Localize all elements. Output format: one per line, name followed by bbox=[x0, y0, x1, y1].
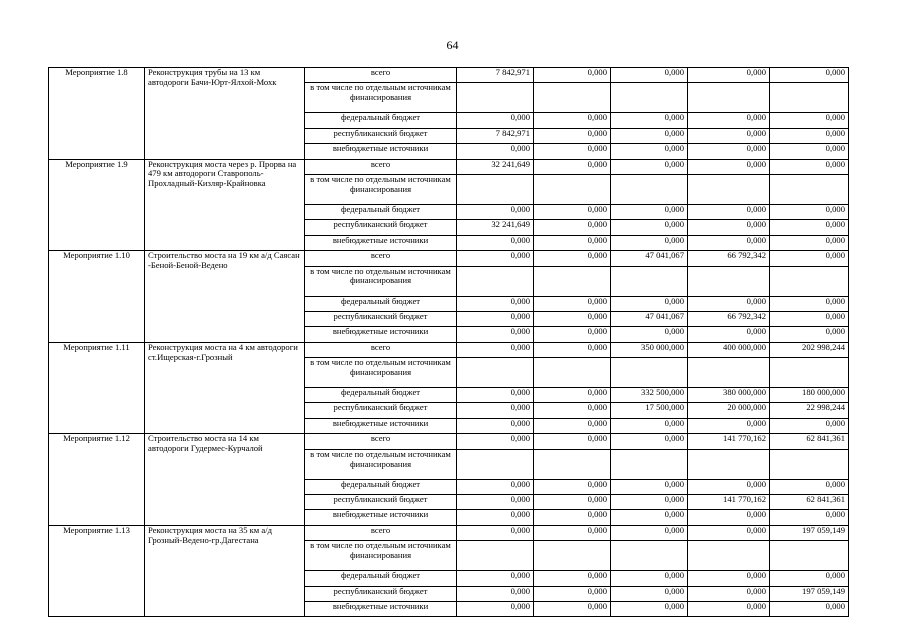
amount-cell: 7 842,971 bbox=[457, 68, 534, 83]
amount-cell: 0,000 bbox=[688, 327, 770, 342]
amount-cell: 0,000 bbox=[457, 311, 534, 326]
table-row bbox=[49, 525, 849, 540]
amount-cell: 0,000 bbox=[688, 113, 770, 128]
funding-source: внебюджетные источники bbox=[305, 601, 457, 616]
funding-source: федеральный бюджет bbox=[305, 388, 457, 403]
measure-id: Мероприятие 1.10 bbox=[49, 251, 145, 343]
amount-cell: 0,000 bbox=[457, 251, 534, 266]
funding-source: в том числе по отдельным источникам финансирования bbox=[305, 266, 457, 296]
amount-cell: 0,000 bbox=[534, 403, 611, 418]
measure-id: Мероприятие 1.11 bbox=[49, 342, 145, 434]
amount-cell: 0,000 bbox=[457, 418, 534, 433]
amount-cell bbox=[534, 449, 611, 479]
amount-cell: 0,000 bbox=[457, 601, 534, 616]
amount-cell: 0,000 bbox=[770, 128, 849, 143]
amount-cell: 0,000 bbox=[688, 525, 770, 540]
measure-id: Мероприятие 1.13 bbox=[49, 525, 145, 617]
funding-source: республиканский бюджет bbox=[305, 495, 457, 510]
amount-cell: 0,000 bbox=[457, 434, 534, 449]
amount-cell: 0,000 bbox=[611, 220, 688, 235]
amount-cell bbox=[770, 358, 849, 388]
amount-cell: 0,000 bbox=[534, 144, 611, 159]
measure-name: Реконструкция трубы на 13 км автодороги Бачи-Юрт-Ялхой-Мохк bbox=[145, 68, 305, 160]
amount-cell: 0,000 bbox=[534, 159, 611, 174]
amount-cell: 0,000 bbox=[770, 571, 849, 586]
amount-cell: 141 770,162 bbox=[688, 434, 770, 449]
amount-cell: 22 998,244 bbox=[770, 403, 849, 418]
amount-cell: 0,000 bbox=[688, 586, 770, 601]
funding-table-body bbox=[49, 68, 849, 617]
funding-source: республиканский бюджет bbox=[305, 403, 457, 418]
amount-cell: 0,000 bbox=[457, 204, 534, 219]
amount-cell bbox=[534, 174, 611, 204]
table-row bbox=[49, 68, 849, 83]
amount-cell bbox=[611, 358, 688, 388]
amount-cell: 0,000 bbox=[457, 342, 534, 357]
amount-cell bbox=[770, 83, 849, 113]
amount-cell bbox=[457, 83, 534, 113]
amount-cell: 32 241,649 bbox=[457, 220, 534, 235]
amount-cell: 0,000 bbox=[770, 113, 849, 128]
amount-cell: 0,000 bbox=[534, 68, 611, 83]
amount-cell: 0,000 bbox=[770, 510, 849, 525]
amount-cell: 0,000 bbox=[534, 342, 611, 357]
amount-cell: 0,000 bbox=[457, 586, 534, 601]
funding-source: республиканский бюджет bbox=[305, 311, 457, 326]
amount-cell: 0,000 bbox=[534, 235, 611, 250]
amount-cell bbox=[688, 449, 770, 479]
amount-cell: 0,000 bbox=[688, 235, 770, 250]
amount-cell bbox=[770, 449, 849, 479]
funding-source: в том числе по отдельным источникам финансирования bbox=[305, 83, 457, 113]
amount-cell: 0,000 bbox=[457, 479, 534, 494]
amount-cell: 180 000,000 bbox=[770, 388, 849, 403]
amount-cell: 0,000 bbox=[770, 68, 849, 83]
amount-cell: 0,000 bbox=[457, 235, 534, 250]
table-row bbox=[49, 342, 849, 357]
amount-cell: 0,000 bbox=[688, 601, 770, 616]
amount-cell: 0,000 bbox=[457, 113, 534, 128]
amount-cell: 0,000 bbox=[770, 327, 849, 342]
amount-cell: 0,000 bbox=[688, 571, 770, 586]
amount-cell bbox=[688, 266, 770, 296]
amount-cell: 0,000 bbox=[611, 571, 688, 586]
funding-source: всего bbox=[305, 159, 457, 174]
amount-cell: 0,000 bbox=[770, 601, 849, 616]
amount-cell: 0,000 bbox=[534, 479, 611, 494]
amount-cell: 0,000 bbox=[688, 418, 770, 433]
amount-cell: 0,000 bbox=[688, 510, 770, 525]
funding-table bbox=[48, 67, 849, 617]
amount-cell: 47 041,067 bbox=[611, 251, 688, 266]
amount-cell: 0,000 bbox=[611, 434, 688, 449]
amount-cell: 0,000 bbox=[611, 159, 688, 174]
amount-cell: 0,000 bbox=[770, 159, 849, 174]
amount-cell: 0,000 bbox=[457, 327, 534, 342]
amount-cell: 0,000 bbox=[770, 479, 849, 494]
amount-cell: 0,000 bbox=[457, 296, 534, 311]
amount-cell: 0,000 bbox=[688, 220, 770, 235]
amount-cell bbox=[611, 541, 688, 571]
amount-cell: 0,000 bbox=[611, 586, 688, 601]
amount-cell bbox=[770, 541, 849, 571]
amount-cell: 0,000 bbox=[611, 204, 688, 219]
amount-cell: 0,000 bbox=[457, 495, 534, 510]
amount-cell: 380 000,000 bbox=[688, 388, 770, 403]
amount-cell: 0,000 bbox=[534, 601, 611, 616]
funding-source: в том числе по отдельным источникам финансирования bbox=[305, 358, 457, 388]
amount-cell: 0,000 bbox=[611, 128, 688, 143]
amount-cell: 0,000 bbox=[770, 144, 849, 159]
amount-cell: 0,000 bbox=[611, 525, 688, 540]
amount-cell: 62 841,361 bbox=[770, 495, 849, 510]
amount-cell: 0,000 bbox=[688, 204, 770, 219]
funding-source: в том числе по отдельным источникам финансирования bbox=[305, 449, 457, 479]
funding-source: республиканский бюджет bbox=[305, 128, 457, 143]
funding-source: внебюджетные источники bbox=[305, 510, 457, 525]
amount-cell: 197 059,149 bbox=[770, 586, 849, 601]
amount-cell: 0,000 bbox=[688, 159, 770, 174]
amount-cell: 0,000 bbox=[611, 495, 688, 510]
amount-cell: 66 792,342 bbox=[688, 311, 770, 326]
amount-cell: 0,000 bbox=[534, 311, 611, 326]
table-row bbox=[49, 251, 849, 266]
amount-cell: 0,000 bbox=[457, 403, 534, 418]
amount-cell: 0,000 bbox=[611, 235, 688, 250]
amount-cell: 0,000 bbox=[611, 510, 688, 525]
amount-cell: 0,000 bbox=[534, 525, 611, 540]
funding-source: в том числе по отдельным источникам финансирования bbox=[305, 541, 457, 571]
amount-cell bbox=[534, 266, 611, 296]
amount-cell: 0,000 bbox=[534, 571, 611, 586]
amount-cell bbox=[457, 174, 534, 204]
funding-source: в том числе по отдельным источникам финансирования bbox=[305, 174, 457, 204]
amount-cell: 0,000 bbox=[611, 113, 688, 128]
amount-cell: 0,000 bbox=[457, 525, 534, 540]
amount-cell bbox=[611, 266, 688, 296]
amount-cell: 0,000 bbox=[534, 251, 611, 266]
amount-cell: 47 041,067 bbox=[611, 311, 688, 326]
measure-name: Реконструкция моста на 35 км а/д Грозный-Ведено-гр.Дагестана bbox=[145, 525, 305, 617]
funding-source: всего bbox=[305, 251, 457, 266]
funding-source: республиканский бюджет bbox=[305, 220, 457, 235]
amount-cell bbox=[770, 266, 849, 296]
funding-source: всего bbox=[305, 342, 457, 357]
amount-cell bbox=[534, 541, 611, 571]
amount-cell: 0,000 bbox=[534, 434, 611, 449]
amount-cell: 0,000 bbox=[770, 296, 849, 311]
measure-name: Строительство моста на 19 км а/д Саясан -Беной-Беной-Ведено bbox=[145, 251, 305, 343]
amount-cell: 62 841,361 bbox=[770, 434, 849, 449]
amount-cell: 141 770,162 bbox=[688, 495, 770, 510]
funding-source: внебюджетные источники bbox=[305, 327, 457, 342]
table-row bbox=[49, 159, 849, 174]
table-row bbox=[49, 434, 849, 449]
measure-name: Строительство моста на 14 км автодороги Гудермес-Курчалой bbox=[145, 434, 305, 526]
amount-cell: 0,000 bbox=[688, 128, 770, 143]
amount-cell: 0,000 bbox=[611, 327, 688, 342]
funding-source: всего bbox=[305, 68, 457, 83]
amount-cell: 0,000 bbox=[534, 113, 611, 128]
measure-id: Мероприятие 1.9 bbox=[49, 159, 145, 251]
amount-cell: 0,000 bbox=[688, 68, 770, 83]
measure-name: Реконструкция моста на 4 км автодороги ст.Ищерская-г.Грозный bbox=[145, 342, 305, 434]
amount-cell: 20 000,000 bbox=[688, 403, 770, 418]
amount-cell bbox=[688, 358, 770, 388]
amount-cell: 0,000 bbox=[770, 418, 849, 433]
amount-cell: 350 000,000 bbox=[611, 342, 688, 357]
amount-cell: 0,000 bbox=[770, 311, 849, 326]
amount-cell bbox=[534, 358, 611, 388]
amount-cell: 400 000,000 bbox=[688, 342, 770, 357]
funding-source: федеральный бюджет bbox=[305, 113, 457, 128]
amount-cell: 0,000 bbox=[770, 220, 849, 235]
amount-cell bbox=[457, 449, 534, 479]
amount-cell: 0,000 bbox=[611, 418, 688, 433]
amount-cell: 0,000 bbox=[688, 296, 770, 311]
amount-cell: 0,000 bbox=[534, 418, 611, 433]
measure-id: Мероприятие 1.12 bbox=[49, 434, 145, 526]
funding-source: федеральный бюджет bbox=[305, 204, 457, 219]
amount-cell bbox=[611, 83, 688, 113]
page-number: 64 bbox=[446, 38, 459, 52]
amount-cell: 0,000 bbox=[770, 204, 849, 219]
funding-source: внебюджетные источники bbox=[305, 235, 457, 250]
amount-cell bbox=[688, 541, 770, 571]
funding-source: республиканский бюджет bbox=[305, 586, 457, 601]
amount-cell: 0,000 bbox=[611, 601, 688, 616]
amount-cell bbox=[457, 541, 534, 571]
amount-cell bbox=[611, 174, 688, 204]
funding-source: федеральный бюджет bbox=[305, 479, 457, 494]
amount-cell: 202 998,244 bbox=[770, 342, 849, 357]
amount-cell: 0,000 bbox=[534, 220, 611, 235]
amount-cell: 0,000 bbox=[611, 479, 688, 494]
amount-cell: 0,000 bbox=[688, 479, 770, 494]
amount-cell: 7 842,971 bbox=[457, 128, 534, 143]
funding-source: внебюджетные источники bbox=[305, 144, 457, 159]
amount-cell: 0,000 bbox=[611, 296, 688, 311]
amount-cell: 0,000 bbox=[534, 510, 611, 525]
funding-source: внебюджетные источники bbox=[305, 418, 457, 433]
amount-cell bbox=[457, 358, 534, 388]
amount-cell: 197 059,149 bbox=[770, 525, 849, 540]
amount-cell bbox=[688, 83, 770, 113]
amount-cell: 0,000 bbox=[611, 144, 688, 159]
measure-id: Мероприятие 1.8 bbox=[49, 68, 145, 160]
amount-cell: 0,000 bbox=[534, 495, 611, 510]
amount-cell: 0,000 bbox=[770, 235, 849, 250]
amount-cell bbox=[457, 266, 534, 296]
funding-source: всего bbox=[305, 525, 457, 540]
amount-cell: 32 241,649 bbox=[457, 159, 534, 174]
amount-cell: 0,000 bbox=[534, 388, 611, 403]
amount-cell: 0,000 bbox=[770, 251, 849, 266]
amount-cell: 0,000 bbox=[534, 128, 611, 143]
funding-source: федеральный бюджет bbox=[305, 296, 457, 311]
amount-cell: 0,000 bbox=[457, 144, 534, 159]
amount-cell: 17 500,000 bbox=[611, 403, 688, 418]
amount-cell: 0,000 bbox=[457, 510, 534, 525]
amount-cell: 0,000 bbox=[457, 388, 534, 403]
amount-cell: 0,000 bbox=[457, 571, 534, 586]
amount-cell: 0,000 bbox=[534, 327, 611, 342]
amount-cell bbox=[770, 174, 849, 204]
amount-cell: 0,000 bbox=[534, 296, 611, 311]
amount-cell bbox=[611, 449, 688, 479]
funding-source: всего bbox=[305, 434, 457, 449]
funding-source: федеральный бюджет bbox=[305, 571, 457, 586]
amount-cell: 66 792,342 bbox=[688, 251, 770, 266]
amount-cell: 0,000 bbox=[534, 204, 611, 219]
amount-cell bbox=[534, 83, 611, 113]
amount-cell bbox=[688, 174, 770, 204]
amount-cell: 0,000 bbox=[611, 68, 688, 83]
amount-cell: 332 500,000 bbox=[611, 388, 688, 403]
amount-cell: 0,000 bbox=[688, 144, 770, 159]
measure-name: Реконструкция моста через р. Прорва на 479 км автодороги Ставрополь-Прохладный-Кизляр-Крайновка bbox=[145, 159, 305, 251]
amount-cell: 0,000 bbox=[534, 586, 611, 601]
